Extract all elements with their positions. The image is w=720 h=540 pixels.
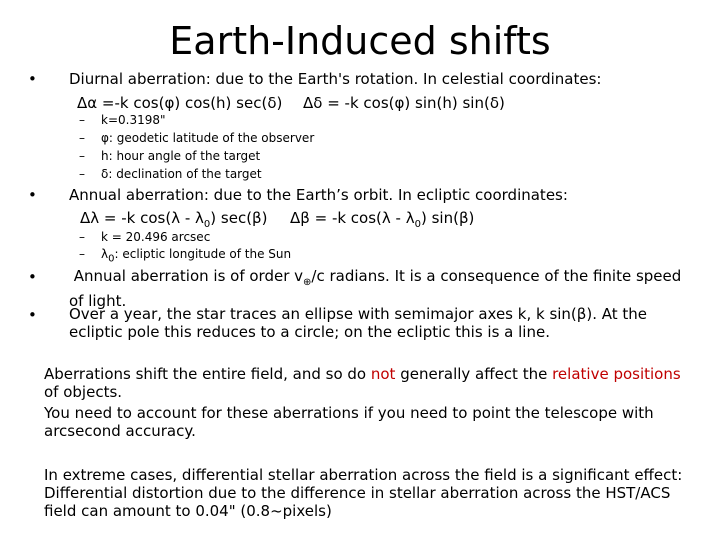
para-text: of objects. [44,383,123,401]
ellipse-bullet: Over a year, the star traces an ellipse with semimajor axes k, k sin(β). At the ecliptic pole this reduces to a circle; on the ecliptic this is a line. [69,305,648,341]
formula-part: Δλ = -k cos(λ - λ [80,209,204,227]
diurnal-label: Diurnal aberration [69,70,206,88]
diurnal-item-delta: δ: declination of the target [101,167,262,181]
annual-item-lambda0 [101,246,291,267]
formula-subscript: 0 [203,219,211,230]
page-title: Earth-Induced shifts [169,19,551,63]
annual-item-k: k = 20.496 arcsec [101,230,211,244]
formula-part: ) sin(β) [420,209,475,227]
diurnal-bullet [69,70,699,88]
bullet-marker: • [28,268,37,286]
dash-marker: – [79,230,85,244]
diurnal-formula-alpha: Δα =-k cos(φ) cos(h) sec(δ) [77,94,283,112]
diurnal-item-h: h: hour angle of the target [101,149,261,163]
bullet-marker: • [28,186,37,204]
lambda-subscript: 0 [108,253,115,265]
dash-marker: – [79,167,85,181]
formula-part: Δβ = -k cos(λ - λ [290,209,415,227]
lambda-text: : ecliptic longitude of the Sun [114,247,292,261]
diurnal-item-k: k=0.3198" [101,113,166,127]
diurnal-text: : due to the Earth's rotation. In celestial coordinates: [205,70,602,88]
bullet-marker: • [28,70,37,88]
bullet-marker: • [28,306,37,324]
formula-part: ) sec(β) [210,209,268,227]
dash-marker: – [79,131,85,145]
order-text: Annual aberration is of order v [73,267,304,285]
lambda-symbol: λ [101,247,109,261]
dash-marker: – [79,149,85,163]
order-subscript: ⊕ [303,277,312,288]
extreme-paragraph: In extreme cases, differential stellar aberration across the field is a significant effect: Differential distortion due to the difference in stellar aberration across the HST/ACS field can amount to 0.04" (0.8~pixels) [44,466,683,520]
para-text: Aberrations shift the entire field, and so do [44,365,371,383]
highlight-not: not [370,365,396,383]
annual-formula-beta [290,209,474,234]
highlight-relative-positions: relative positions [552,365,681,383]
diurnal-formula-delta: Δδ = -k cos(φ) sin(h) sin(δ) [303,94,505,112]
diurnal-item-phi: φ: geodetic latitude of the observer [101,131,315,145]
annual-text: : due to the Earth’s orbit. In ecliptic coordinates: [203,186,568,204]
annual-label: Annual aberration [69,186,204,204]
formula-subscript: 0 [414,219,421,230]
order-bullet [69,267,699,310]
order-text: /c radians. It is a consequence of the finite speed of light. [69,267,682,310]
para-text: generally affect the [395,365,553,383]
account-paragraph: You need to account for these aberrations if you need to point the telescope with arcsecond accuracy. [44,404,654,440]
annual-bullet [69,186,699,204]
dash-marker: – [79,247,85,261]
shift-paragraph [44,365,684,401]
dash-marker: – [79,113,85,127]
